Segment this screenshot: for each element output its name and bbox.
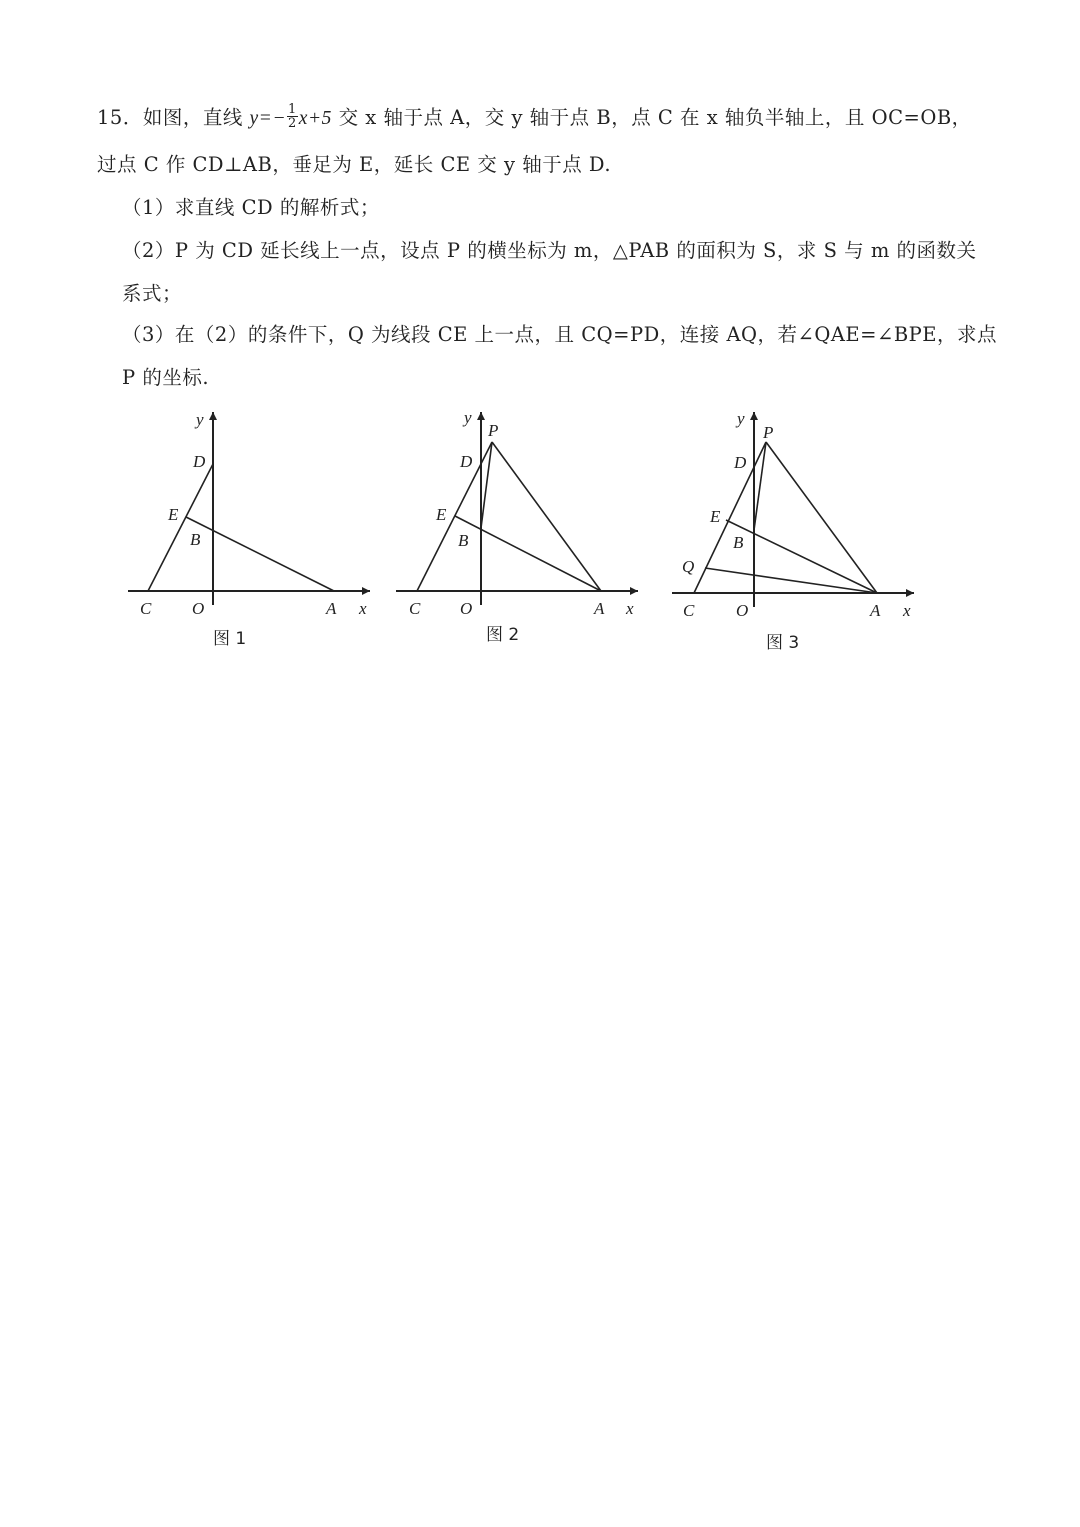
- label-A: A: [870, 601, 881, 620]
- label-x: x: [903, 601, 911, 620]
- label-D: D: [734, 453, 747, 472]
- label-E: E: [168, 505, 179, 524]
- figure-1-caption: 图 1: [213, 629, 247, 649]
- fraction-one-half: $\frac{1}{2}$: [288, 102, 297, 131]
- line-CD: [148, 464, 213, 591]
- figure-2: [388, 400, 648, 645]
- label-A: A: [594, 599, 605, 618]
- problem-stem-line-2: 过点 C 作 CD⊥AB，垂足为 E，延长 CE 交 y 轴于点 D.: [97, 153, 612, 176]
- figure-1-diagram: [120, 400, 380, 630]
- label-E: E: [436, 505, 447, 524]
- label-B: B: [190, 530, 201, 549]
- label-D: D: [460, 452, 473, 471]
- label-x: x: [359, 599, 367, 618]
- label-A: A: [326, 599, 337, 618]
- label-Q: Q: [682, 557, 695, 576]
- line-EA: [455, 516, 601, 591]
- equation-rhs: x+5: [298, 108, 332, 129]
- equation-lhs: y=−: [249, 108, 287, 129]
- figure-1: [120, 400, 380, 649]
- label-P: P: [488, 421, 499, 440]
- figure-2-caption: 图 2: [486, 625, 520, 645]
- label-O: O: [192, 599, 205, 618]
- line-PB: [481, 442, 492, 528]
- line-PA: [492, 442, 601, 591]
- label-E: E: [710, 507, 721, 526]
- label-y: y: [196, 410, 204, 429]
- problem-number: 15．: [97, 106, 143, 129]
- question-3-line-2: P 的坐标.: [122, 366, 210, 389]
- question-2-line-1: （2）P 为 CD 延长线上一点，设点 P 的横坐标为 m，△PAB 的面积为 S，求 S 与 m 的函数关: [122, 239, 977, 262]
- question-1: （1）求直线 CD 的解析式；: [122, 196, 380, 219]
- label-C: C: [409, 599, 421, 618]
- label-y: y: [464, 408, 472, 427]
- label-O: O: [460, 599, 473, 618]
- figure-3-diagram: [662, 400, 932, 630]
- figure-3-caption: 图 3: [766, 633, 800, 653]
- problem-stem-line-1: 15．如图，直线 y=− $\frac{1}{2}$ x+5 交 x 轴于点 A，交 y 轴于点 B，点 C 在 x 轴负半轴上，且 OC=OB，: [97, 102, 972, 131]
- label-P: P: [763, 423, 774, 442]
- label-x: x: [626, 599, 634, 618]
- figure-3: [662, 400, 932, 653]
- question-3-line-1: （3）在（2）的条件下，Q 为线段 CE 上一点，且 CQ=PD，连接 AQ，若∠QAE=∠BPE，求点: [122, 323, 998, 346]
- label-B: B: [458, 531, 469, 550]
- label-C: C: [140, 599, 152, 618]
- line-PA: [766, 442, 877, 593]
- label-D: D: [193, 452, 206, 471]
- label-y: y: [737, 409, 745, 428]
- label-B: B: [733, 533, 744, 552]
- question-2-line-2: 系式；: [122, 282, 183, 305]
- label-O: O: [736, 601, 749, 620]
- line-EA: [186, 517, 334, 591]
- figure-2-diagram: [388, 400, 648, 630]
- label-C: C: [683, 601, 695, 620]
